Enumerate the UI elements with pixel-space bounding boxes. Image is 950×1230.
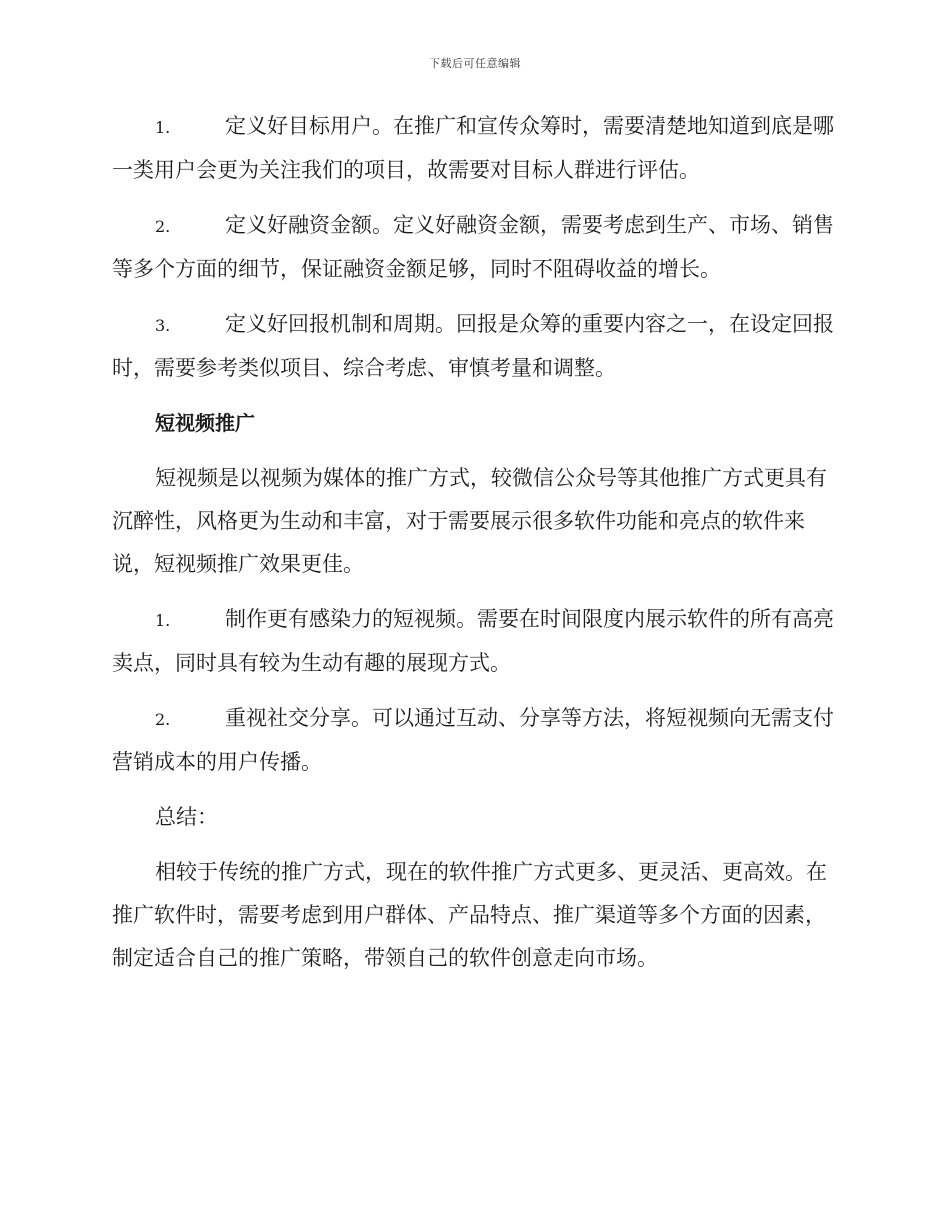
list-item <box>112 598 837 685</box>
list-item <box>112 105 837 192</box>
summary-label: 总结： <box>155 805 218 829</box>
list-number: 2. <box>155 217 171 236</box>
list-item-text: 定义好回报机制和周期。回报是众筹的重要内容之一，在设定回报时，需要参考类似项目、综合考虑、审慎考量和调整。 <box>112 312 834 380</box>
list-item <box>112 303 837 390</box>
section-heading: 短视频推广 <box>155 411 255 435</box>
list-item-text: 制作更有感染力的短视频。需要在时间限度内展示软件的所有高亮卖点，同时具有较为生动有趣的展现方式。 <box>112 607 834 675</box>
list-item <box>112 204 837 291</box>
page-header: 下载后可任意编辑 <box>429 57 521 70</box>
summary-text: 相较于传统的推广方式，现在的软件推广方式更多、更灵活、更高效。在推广软件时，需要考虑到用户群体、产品特点、推广渠道等多个方面的因素，制定适合自己的推广策略，带领自己的软件创意走向市场。 <box>112 860 827 970</box>
list-number: 2. <box>155 710 171 729</box>
list-number: 3. <box>155 316 171 335</box>
list-number: 1. <box>155 118 171 137</box>
list-item-text: 定义好目标用户。在推广和宣传众筹时，需要清楚地知道到底是哪一类用户会更为关注我们的项目，故需要对目标人群进行评估。 <box>112 114 834 182</box>
list-item-text: 重视社交分享。可以通过互动、分享等方法，将短视频向无需支付营销成本的用户传播。 <box>112 706 834 774</box>
section-intro: 短视频是以视频为媒体的推广方式，较微信公众号等其他推广方式更具有沉醉性，风格更为生动和丰富，对于需要展示很多软件功能和亮点的软件来说，短视频推广效果更佳。 <box>112 466 827 576</box>
list-item-text: 定义好融资金额。定义好融资金额，需要考虑到生产、市场、销售等多个方面的细节，保证融资金额足够，同时不阻碍收益的增长。 <box>112 213 834 281</box>
document-body <box>112 105 837 992</box>
list-number: 1. <box>155 611 171 630</box>
list-item <box>112 697 837 784</box>
